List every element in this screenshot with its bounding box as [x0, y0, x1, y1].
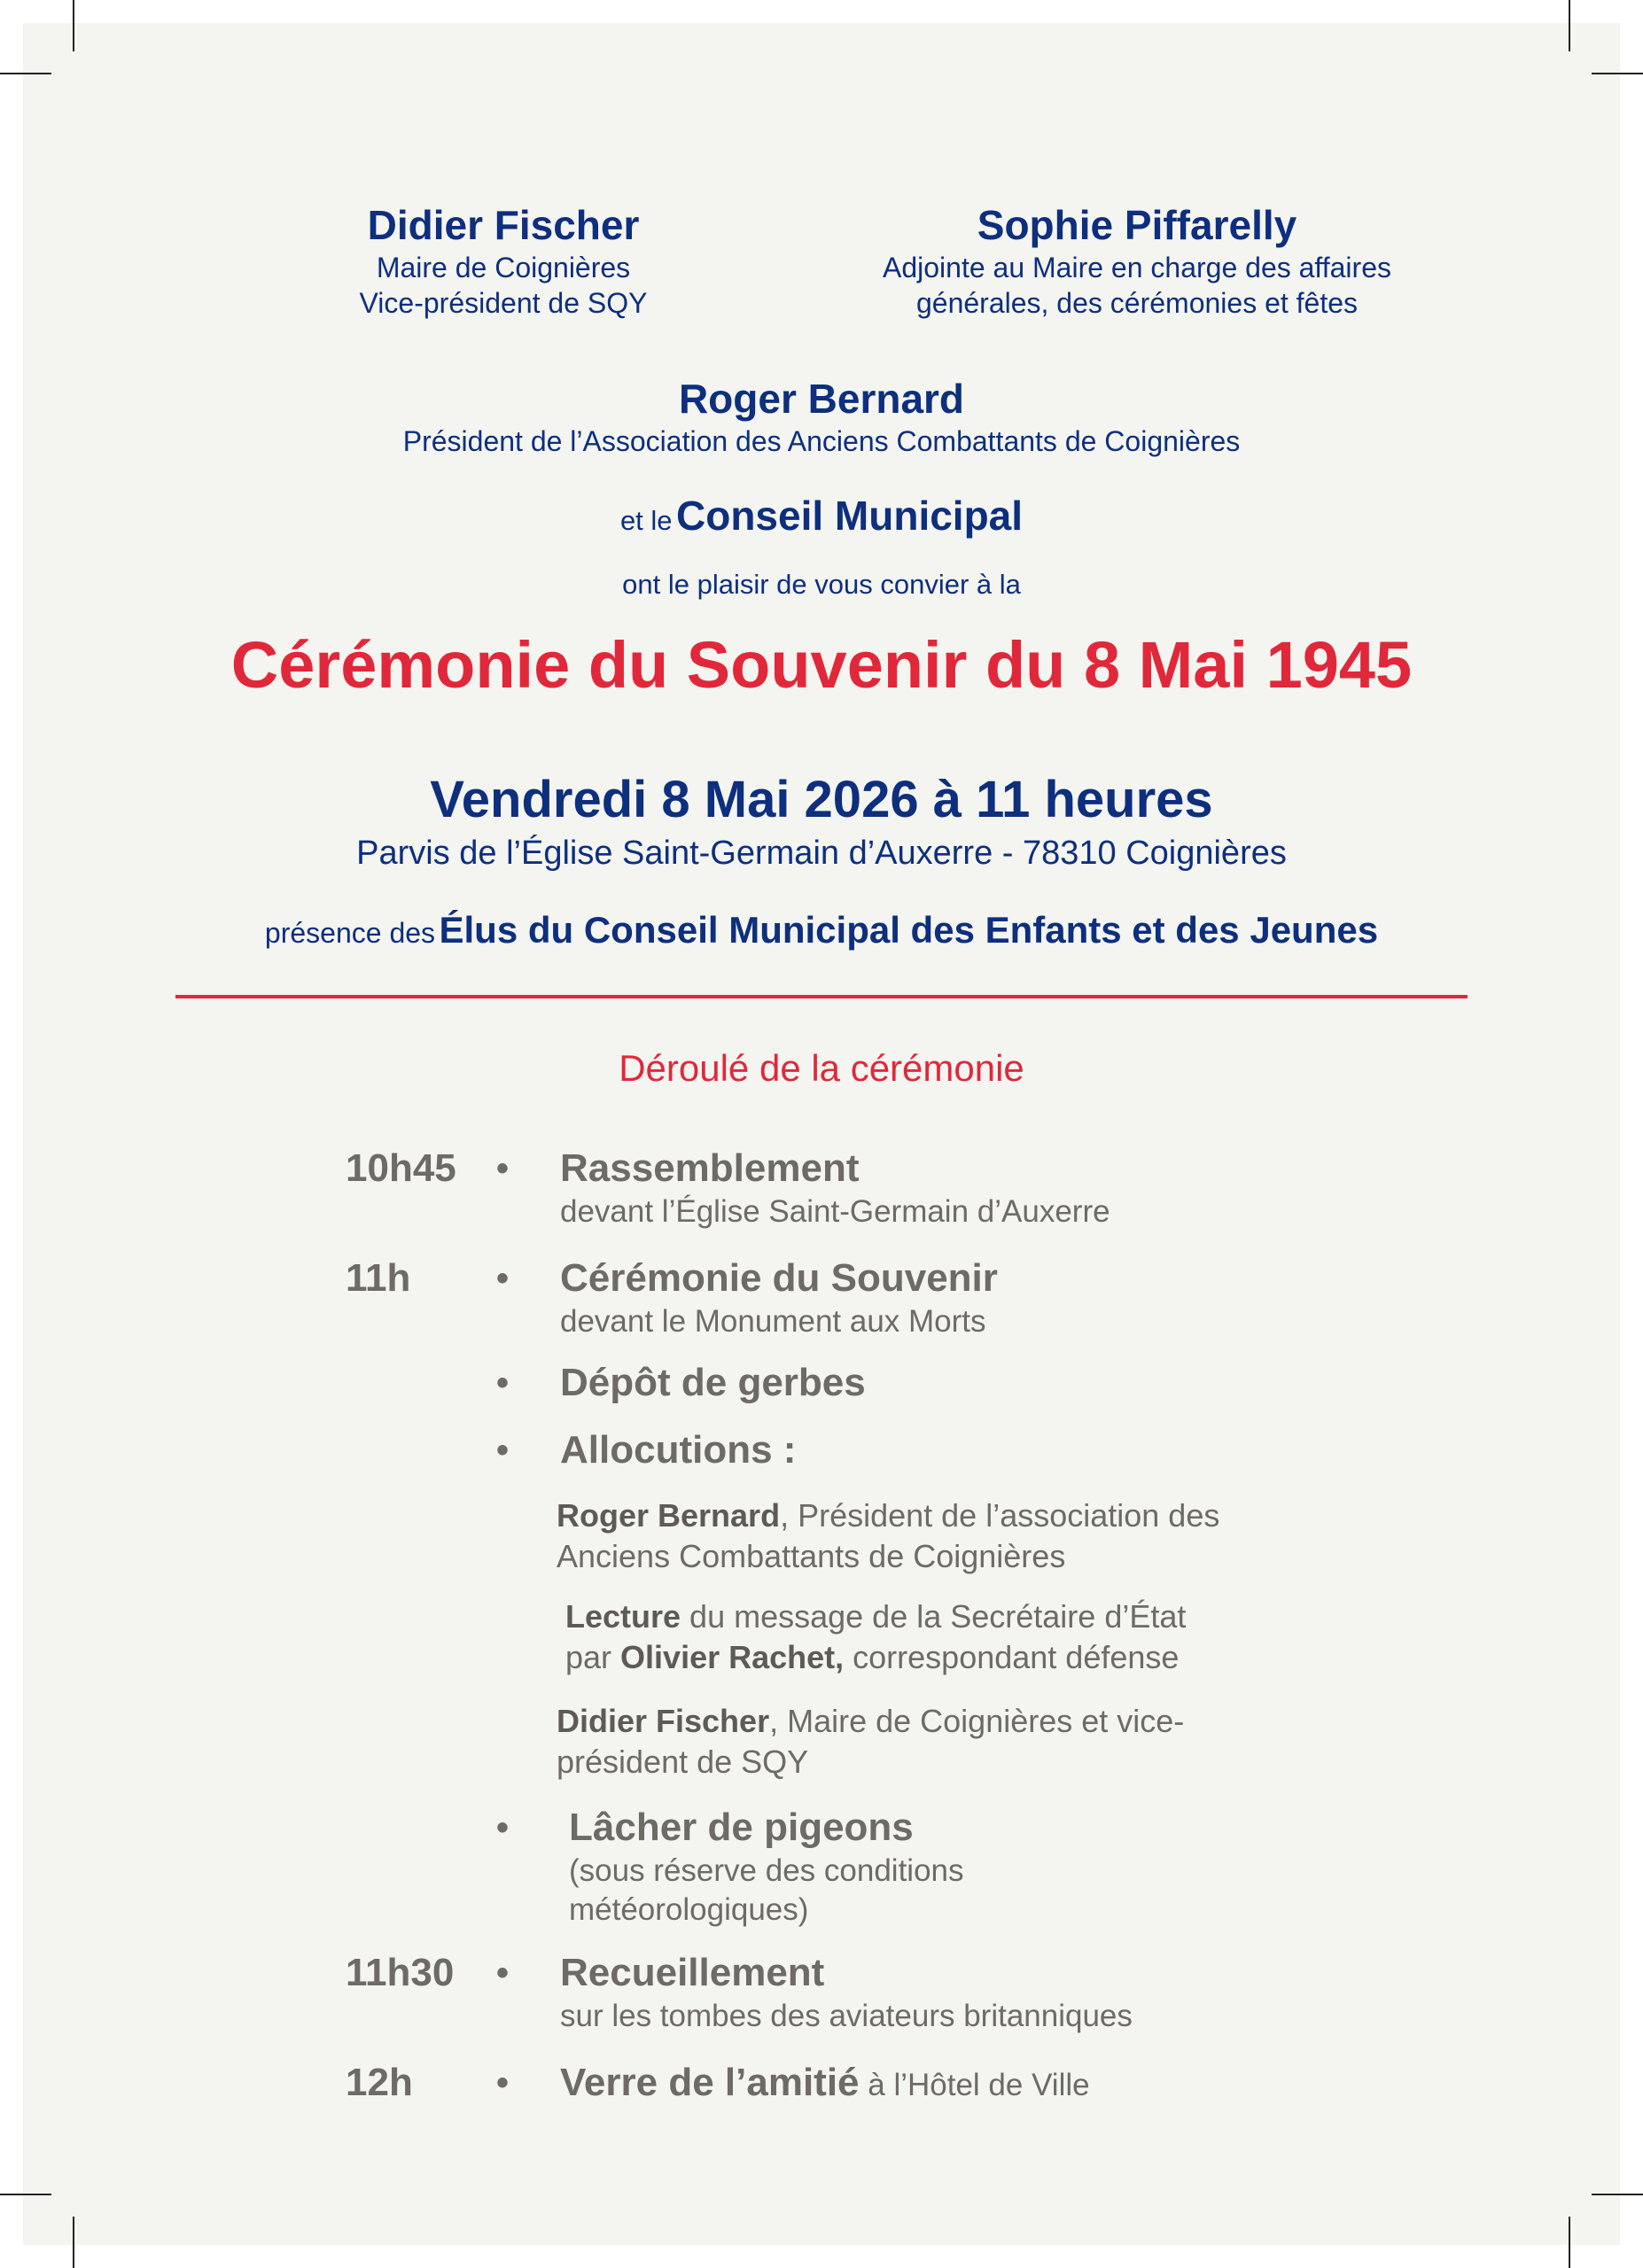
presence-line — [89, 904, 1554, 966]
item-subtitle: devant le Monument aux Morts — [560, 1304, 986, 1339]
speech-text: du message de la Secrétaire d’État — [681, 1598, 1187, 1635]
programme-heading: Déroulé de la cérémonie — [619, 1047, 1024, 1089]
time-label: 11h — [346, 1256, 411, 1300]
time-label: 12h — [346, 2061, 413, 2104]
host-role: Vice-président de SQY — [359, 287, 648, 319]
speaker-name: Olivier Rachet, — [620, 1639, 845, 1675]
programme-item — [560, 1145, 1446, 1231]
council-name: Conseil Municipal — [676, 493, 1024, 539]
invite-text: ont le plaisir de vous convier à la — [622, 569, 1021, 600]
speech-entry — [557, 1495, 1336, 1577]
crop-mark — [73, 2217, 74, 2268]
council-line — [177, 489, 1466, 553]
bullet: • — [496, 1363, 510, 1402]
host-role: générales, des cérémonies et fêtes — [915, 287, 1359, 319]
programme-item — [569, 1804, 1367, 1930]
item-title: Cérémonie du Souvenir — [560, 1256, 998, 1300]
crop-mark — [1569, 0, 1570, 51]
bullet: • — [496, 1431, 510, 1470]
speech-lead: Lecture — [565, 1598, 681, 1635]
host-role: Adjointe au Maire en charge des affaires — [883, 252, 1391, 284]
item-subtitle: (sous réserve des conditions — [569, 1853, 964, 1888]
crop-mark — [73, 0, 74, 51]
ceremony-title: Cérémonie du Souvenir du 8 Mai 1945 — [230, 628, 1413, 702]
speech-text: correspondant défense — [844, 1639, 1180, 1675]
speech-text: , Maire de Coignières et vice- — [769, 1703, 1185, 1739]
item-title: Lâcher de pigeons — [569, 1806, 914, 1849]
time-label: 11h30 — [346, 1951, 455, 1994]
speaker-name: Roger Bernard — [557, 1497, 781, 1534]
speaker-name: Didier Fischer — [557, 1703, 770, 1739]
host-name: Didier Fischer — [367, 202, 640, 248]
programme-item — [560, 1949, 1446, 2036]
item-title: Allocutions : — [560, 1428, 797, 1472]
presence-text: Élus du Conseil Municipal des Enfants et des Jeunes — [439, 909, 1379, 951]
crop-mark — [1569, 2217, 1570, 2268]
item-subtitle: météorologiques) — [569, 1892, 809, 1927]
bullet: • — [496, 1149, 510, 1188]
programme-item — [560, 2059, 1446, 2116]
divider — [175, 995, 1468, 998]
crop-mark — [1592, 2194, 1643, 2195]
president-role: Président de l’Association des Anciens Combattants de Coignières — [402, 425, 1241, 457]
council-prefix: et le — [619, 505, 673, 536]
president-name: Roger Bernard — [678, 376, 965, 422]
host-block-deputy — [798, 200, 1476, 321]
crop-mark — [0, 2194, 51, 2195]
host-block-mayor — [282, 200, 725, 321]
president-block — [177, 374, 1466, 459]
item-title: Rassemblement — [560, 1146, 860, 1190]
item-title: Recueillement — [560, 1951, 825, 1994]
item-subtitle: sur les tombes des aviateurs britanniques — [560, 1999, 1133, 2033]
host-role: Maire de Coignières — [376, 252, 631, 284]
bullet: • — [496, 1808, 510, 1847]
speech-text: président de SQY — [557, 1744, 809, 1780]
presence-prefix: présence des — [264, 917, 436, 949]
item-subtitle: devant l’Église Saint-Germain d’Auxerre — [560, 1194, 1110, 1229]
bullet: • — [496, 1259, 510, 1298]
programme-item — [560, 1254, 1446, 1341]
speech-entry — [557, 1701, 1336, 1783]
item-suffix: à l’Hôtel de Ville — [859, 2068, 1090, 2102]
bullet: • — [496, 1953, 510, 1992]
crop-mark — [0, 73, 51, 74]
event-place: Parvis de l’Église Saint-Germain d’Auxerre - 78310 Coignières — [356, 835, 1287, 872]
speech-text: Anciens Combattants de Coignières — [557, 1538, 1066, 1574]
speech-text: , Président de l’association des — [780, 1497, 1220, 1534]
item-title: Verre de l’amitié — [560, 2061, 860, 2104]
speech-entry — [565, 1596, 1345, 1678]
event-date: Vendredi 8 Mai 2026 à 11 heures — [430, 771, 1213, 828]
bullet: • — [496, 2063, 510, 2102]
host-name: Sophie Piffarelly — [977, 202, 1297, 248]
crop-mark — [1592, 73, 1643, 74]
item-title: Dépôt de gerbes — [560, 1361, 866, 1404]
speech-text: par — [565, 1639, 621, 1675]
time-label: 10h45 — [346, 1146, 456, 1190]
